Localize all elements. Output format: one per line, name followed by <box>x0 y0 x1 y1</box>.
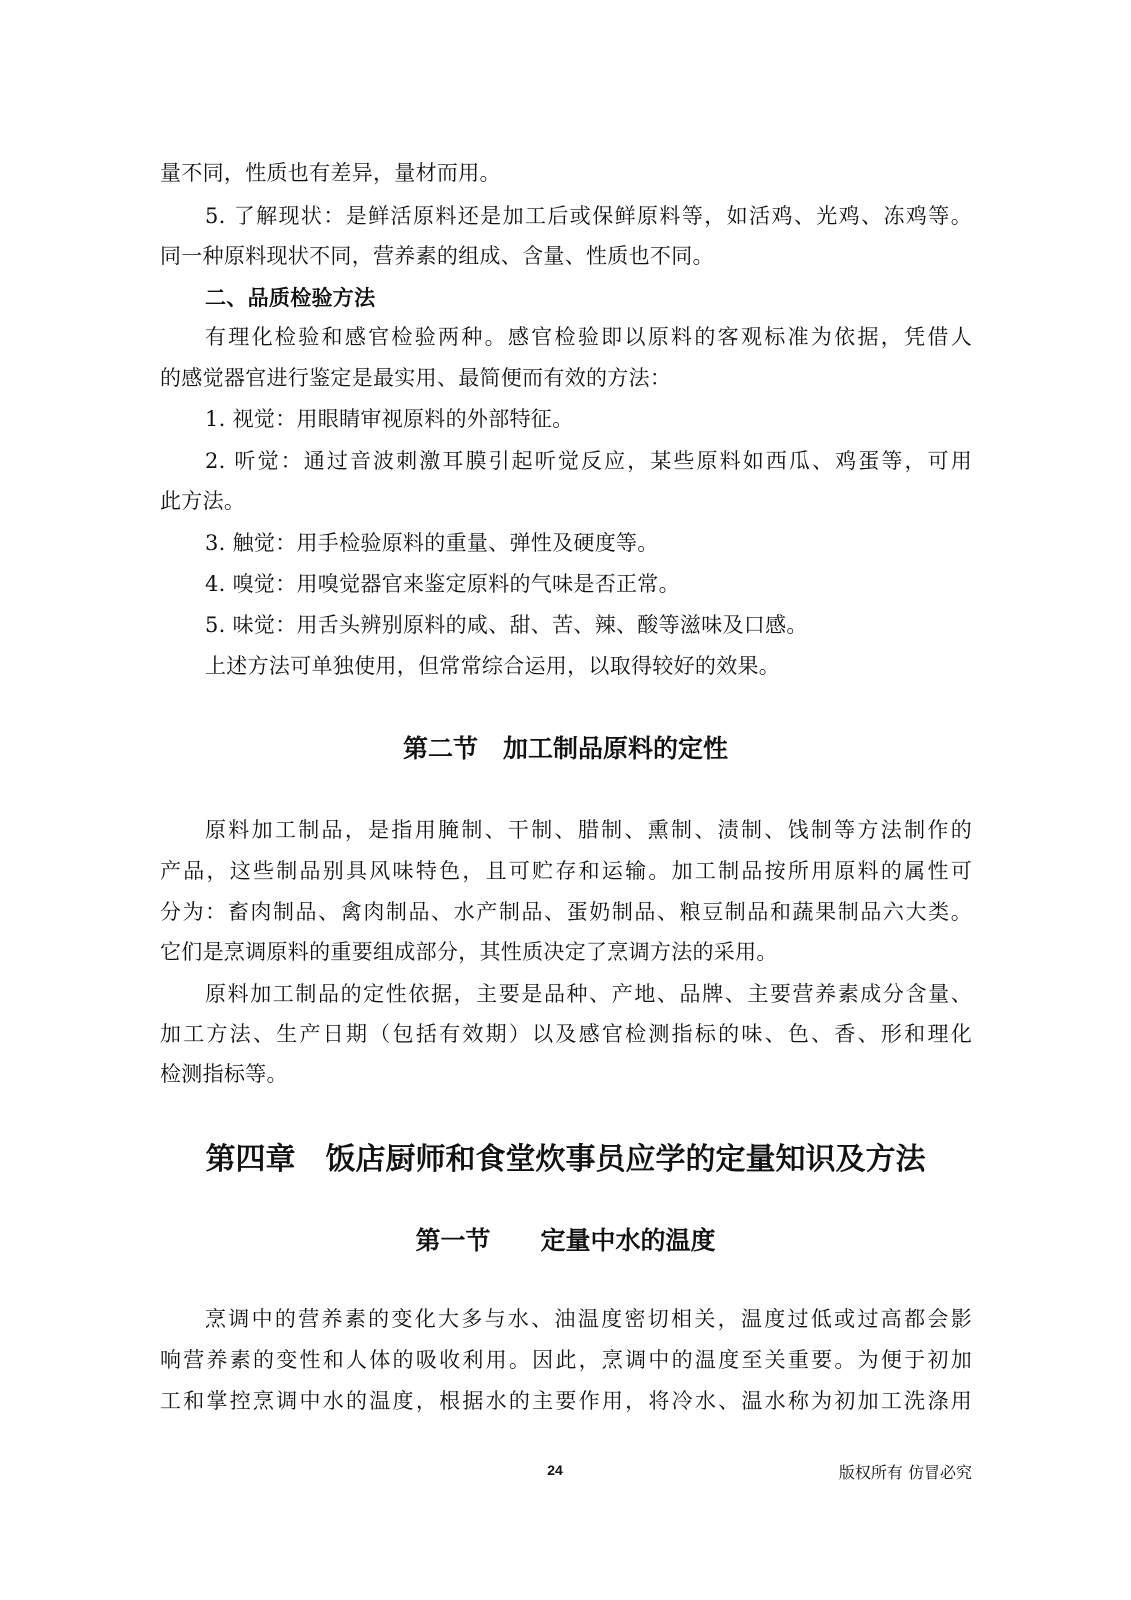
paragraph-line: 5. 了解现状：是鲜活原料还是加工后或保鲜原料等，如活鸡、光鸡、冻鸡等。 <box>205 204 972 228</box>
paragraph-line: 此方法。 <box>160 489 246 513</box>
section-title: 第二节 加工制品原料的定性 <box>402 734 728 763</box>
paragraph-line: 加工方法、生产日期（包括有效期）以及感官检测指标的味、色、香、形和理化 <box>160 1022 972 1046</box>
paragraph-line: 同一种原料现状不同，营养素的组成、含量、性质也不同。 <box>160 244 714 268</box>
paragraph-line: 有理化检验和感官检验两种。感官检验即以原料的客观标准为依据，凭借人 <box>205 325 972 349</box>
paragraph-line: 它们是烹调原料的重要组成部分，其性质决定了烹调方法的采用。 <box>160 940 778 964</box>
paragraph-line: 烹调中的营养素的变化大多与水、油温度密切相关，温度过低或过高都会影 <box>205 1307 972 1331</box>
copyright-notice: 版权所有 仿冒必究 <box>838 1463 972 1482</box>
paragraph-line: 分为：畜肉制品、禽肉制品、水产制品、蛋奶制品、粮豆制品和蔬果制品六大类。 <box>160 900 972 924</box>
paragraph-line: 产品，这些制品别具风味特色，且可贮存和运输。加工制品按所用原料的属性可 <box>160 859 972 883</box>
paragraph-line: 原料加工制品，是指用腌制、干制、腊制、熏制、渍制、饯制等方法制作的 <box>205 818 972 842</box>
paragraph-line: 响营养素的变性和人体的吸收利用。因此，烹调中的温度至关重要。为便于初加 <box>160 1348 972 1372</box>
paragraph-line: 原料加工制品的定性依据，主要是品种、产地、品牌、主要营养素成分含量、 <box>205 982 972 1006</box>
paragraph-line: 工和掌控烹调中水的温度，根据水的主要作用，将冷水、温水称为初加工洗涤用 <box>160 1389 972 1413</box>
page-number: 24 <box>547 1462 563 1478</box>
section-title: 第一节 定量中水的温度 <box>415 1226 716 1255</box>
paragraph-line: 2. 听觉：通过音波刺激耳膜引起听觉反应，某些原料如西瓜、鸡蛋等，可用 <box>205 449 972 473</box>
paragraph-line: 3. 触觉：用手检验原料的重量、弹性及硬度等。 <box>205 531 659 555</box>
chapter-title: 第四章 饭店厨师和食堂炊事员应学的定量知识及方法 <box>205 1142 926 1177</box>
paragraph-line: 的感觉器官进行鉴定是最实用、最简便而有效的方法： <box>160 366 672 390</box>
paragraph-line: 上述方法可单独使用，但常常综合运用，以取得较好的效果。 <box>205 654 781 678</box>
paragraph-line: 检测指标等。 <box>160 1062 288 1086</box>
paragraph-line: 量不同，性质也有差异，量材而用。 <box>160 161 501 185</box>
paragraph-line: 1. 视觉：用眼睛审视原料的外部特征。 <box>205 407 574 431</box>
paragraph-line: 4. 嗅觉：用嗅觉器官来鉴定原料的气味是否正常。 <box>205 572 680 596</box>
subheading: 二、品质检验方法 <box>205 286 376 310</box>
paragraph-line: 5. 味觉：用舌头辨别原料的咸、甜、苦、辣、酸等滋味及口感。 <box>205 613 808 637</box>
